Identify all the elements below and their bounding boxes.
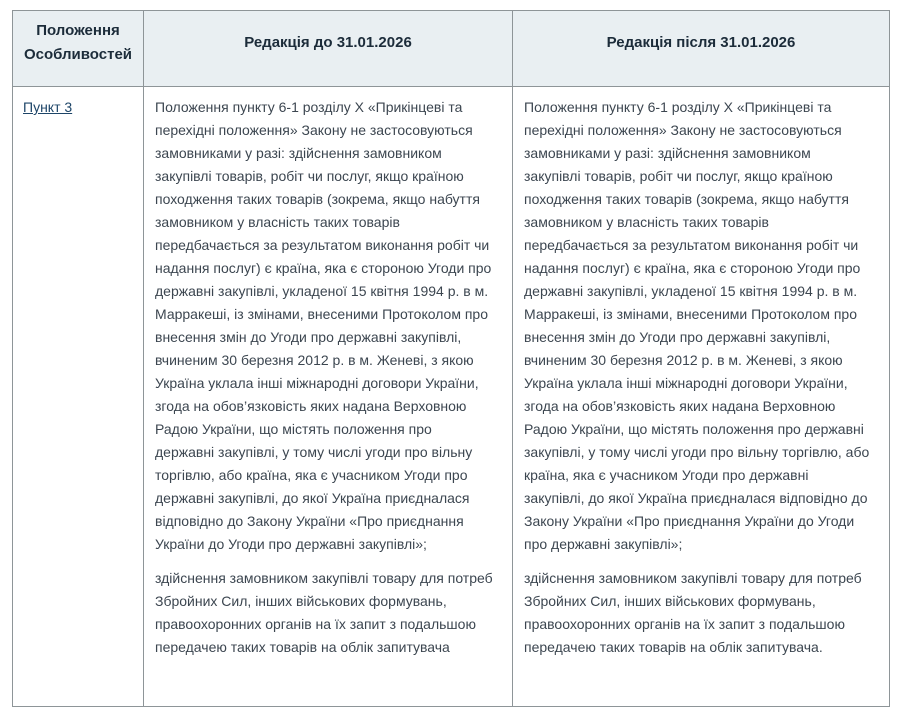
header-cell-provision: Положення Особливостей xyxy=(13,11,144,87)
provision-cell xyxy=(13,87,144,707)
before-paragraph-1: Положення пункту 6-1 розділу Х «Прикінцеві та перехідні положення» Закону не застосовуються замовниками у разі: здійснення замовником закупівлі товарів, робіт чи послуг, якщо країною походження таких товарів (зокрема, якщо набуття замовником у власність таких товарів передбачається за результатом виконання робіт чи надання послуг) є країна, яка є стороною Угоди про державні закупівлі, укладеної 15 квітня 1994 р. в м. Марракеші, із змінами, внесеними Протоколом про внесення змін до Угоди про державні закупівлі, вчиненим 30 березня 2012 р. в м. Женеві, з якою Україна уклала інші міжнародні договори України, згода на обов’язковість яких надана Верховною Радою України, що містять положення про державні закупівлі, у тому числі угоди про вільну торгівлю, або країна, яка є учасником Угоди про державні закупівлі, до якої Україна приєдналася відповідно до Закону України «Про приєднання України до Угоди про державні закупівлі»; xyxy=(155,99,492,552)
edition-before-cell xyxy=(144,87,513,707)
edition-after-cell xyxy=(513,87,890,707)
table-header-row xyxy=(13,11,890,87)
comparison-table xyxy=(12,10,890,707)
before-paragraph-2: здійснення замовником закупівлі товару для потреб Збройних Сил, інших військових формувань, правоохоронних органів на їх запит з подальшою передачею таких товарів на облік запитувача xyxy=(155,570,493,655)
after-paragraph-1: Положення пункту 6-1 розділу Х «Прикінцеві та перехідні положення» Закону не застосовуються замовниками у разі: здійснення замовником закупівлі товарів, робіт чи послуг, якщо країною походження таких товарів (зокрема, якщо набуття замовником у власність таких товарів передбачається за результатом виконання робіт чи надання послуг) є країна, яка є стороною Угоди про державні закупівлі, укладеної 15 квітня 1994 р. в м. Марракеші, із змінами, внесеними Протоколом про внесення змін до Угоди про державні закупівлі, вчиненим 30 березня 2012 р. в м. Женеві, з якою Україна уклала інші міжнародні договори України, згода на обов’язковість яких надана Верховною Радою України, що містять положення про державні закупівлі, у тому числі угоди про вільну торгівлю, або країна, яка є учасником Угоди про державні закупівлі, до якої Україна приєдналася відповідно до Закону України «Про приєднання України до Угоди про державні закупівлі»; xyxy=(524,99,870,552)
punkt-3-link[interactable]: Пункт 3 xyxy=(23,99,73,115)
table-row xyxy=(13,87,890,707)
header-cell-edition-before: Редакція до 31.01.2026 xyxy=(144,11,513,87)
after-paragraph-2: здійснення замовником закупівлі товару для потреб Збройних Сил, інших військових формувань, правоохоронних органів на їх запит з подальшою передачею таких товарів на облік запитувача. xyxy=(524,570,862,655)
header-cell-edition-after: Редакція після 31.01.2026 xyxy=(513,11,890,87)
